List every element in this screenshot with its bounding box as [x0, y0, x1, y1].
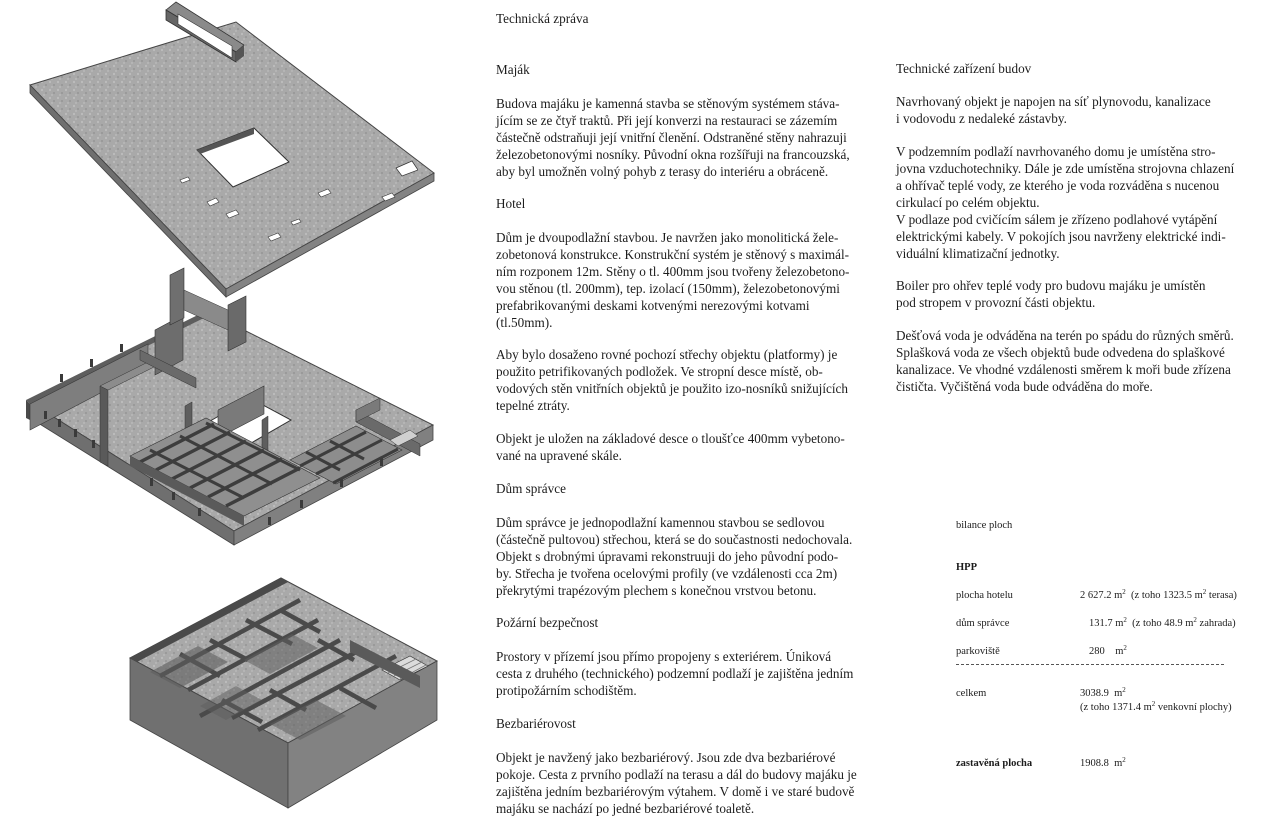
exploded-axonometry — [0, 0, 470, 818]
tzb-paragraph-4: Dešťová voda je odváděna na terén po spádu do různých směrů. Splašková voda ze všech objektů bude odvedena do splaškové kanalizace. Ve vhodné vzdálenosti směrem k moři bude zřízena čističta. Vyčištěná voda bude odváděna do moře. — [896, 328, 1234, 394]
dum-spravce-heading: Dům správce — [496, 481, 566, 496]
tzb-paragraph-3: Boiler pro ohřev teplé vody pro budovu majáku je umístěn pod stropem v provozní části objektu. — [896, 278, 1206, 310]
total-note: (z toho 1371.4 $m^2$ venkovní plochy) — [1080, 700, 1232, 713]
pozarni-heading: Požární bezpečnost — [496, 615, 599, 630]
balance-row-label: parkoviště — [956, 646, 1000, 657]
total-label: celkem — [956, 688, 987, 699]
ground-floor-plan — [26, 268, 433, 545]
balance-divider — [956, 664, 1224, 665]
built-area-label: zastavěná plocha — [956, 758, 1033, 769]
balance-row-value: 280 $m^2$ — [1089, 644, 1127, 657]
hotel-paragraph-3: Objekt je uložen na základové desce o tloušťce 400mm vybetono- vané na upravené skále. — [496, 431, 845, 463]
majak-paragraph: Budova majáku je kamenná stavba se stěnovým systémem stáva- jícím se ze čtyř traktů. Při její konverzi na restauraci se zázemím částečně odstraňuji její vnitřní členění. Odstraněné stěny nahrazuji železobetonovými nosníky. Původní okna rozšířuji na francouzská, aby byl umožněn volný pohyb z terasy do interiéru a obráceně. — [496, 96, 850, 179]
total-value: 3038.9 $m^2$ — [1080, 686, 1126, 699]
balance-row-label: dům správce — [956, 618, 1010, 629]
majak-heading: Maják — [496, 62, 530, 77]
tzb-paragraph-2: V podzemním podlaží navrhovaného domu je umístěna stro- jovna vzduchotechniky. Dále je zde umístěna strojovna chlazení a ohřívač teplé vody, ze kterého je voda rozváděna s nucenou cirkulací po celém objektu. V podlaze pod cvičícím sálem je zřízeno podlahové vytápění elektrickými kabely. V pokojích jsou navrženy elektrické indi- viduální klimatizační jednotky. — [896, 144, 1235, 261]
doc-title: Technická zpráva — [496, 11, 589, 26]
hpp-label: HPP — [956, 562, 977, 573]
balance-row-value: 131.7 $m^2$ (z toho 48.9 $m^2$ zahrada) — [1089, 616, 1236, 629]
tzb-heading: Technické zařízení budov — [896, 61, 1032, 76]
bezbarier-paragraph: Objekt je navžený jako bezbariérový. Jsou zde dva bezbariérové pokoje. Cesta z prvního podlaží na terasu a dál do budovy majáku je zajištěna jedním bezbariérovým výtahem. V domě i ve staré budově majáku se nachází po jedné bezbariérové toaletě. — [496, 750, 857, 816]
balance-row-label: plocha hotelu — [956, 590, 1013, 601]
hotel-heading: Hotel — [496, 196, 526, 211]
roof-slab — [30, 2, 434, 297]
dum-spravce-paragraph: Dům správce je jednopodlažní kamennou stavbou se sedlovou (částečně pultovou) střechou, která se do součastnosti nedochovala. Objekt s drobnými úpravami rekonstruuji do jeho původní podo- by. Střecha je tvořena ocelovými profily (ve vzdálenosti cca 2m) překrytými trapézovým plechem s konečnou vrstvou betonu. — [496, 515, 853, 598]
pozarni-paragraph: Prostory v přízemí jsou přímo propojeny s exteriérem. Úniková cesta z druhého (technického) podzemní podlaží je zajištěna jedním protipožárním schodištěm. — [496, 649, 854, 698]
balance-title: bilance ploch — [956, 520, 1013, 531]
balance-row-value: 2 627.2 $m^2$ (z toho 1323.5 $m^2$ terasa) — [1080, 588, 1237, 601]
hotel-paragraph-2: Aby bylo dosaženo rovné pochozí střechy objektu (platformy) je použito petrifikovaných podložek. Ve stropní desce místě, ob- vodových stěn vnitřních objektů je použito izo-nosníků snižujících tepelné ztráty. — [496, 347, 848, 413]
built-area-value: 1908.8 $m^2$ — [1080, 756, 1126, 769]
tzb-paragraph-1: Navrhovaný objekt je napojen na síť plynovodu, kanalizace i vodovodu z nedaleké zástavby. — [896, 94, 1211, 126]
basement-floor-plan — [130, 578, 437, 808]
bezbarier-heading: Bezbariérovost — [496, 716, 576, 731]
hotel-paragraph-1: Dům je dvoupodlažní stavbou. Je navržen jako monolitická žele- zobetonová konstrukce. Konstrukční systém je stěnový s maximál- ním rozponem 12m. Stěny o tl. 400mm jsou tvořeny železobetono- vou stěnou (tl. 200mm), tep. izolací (150mm), železobetonovými prefabrikovanými deskami kotvenými nerezovými kotvami (tl.50mm). — [496, 230, 850, 330]
